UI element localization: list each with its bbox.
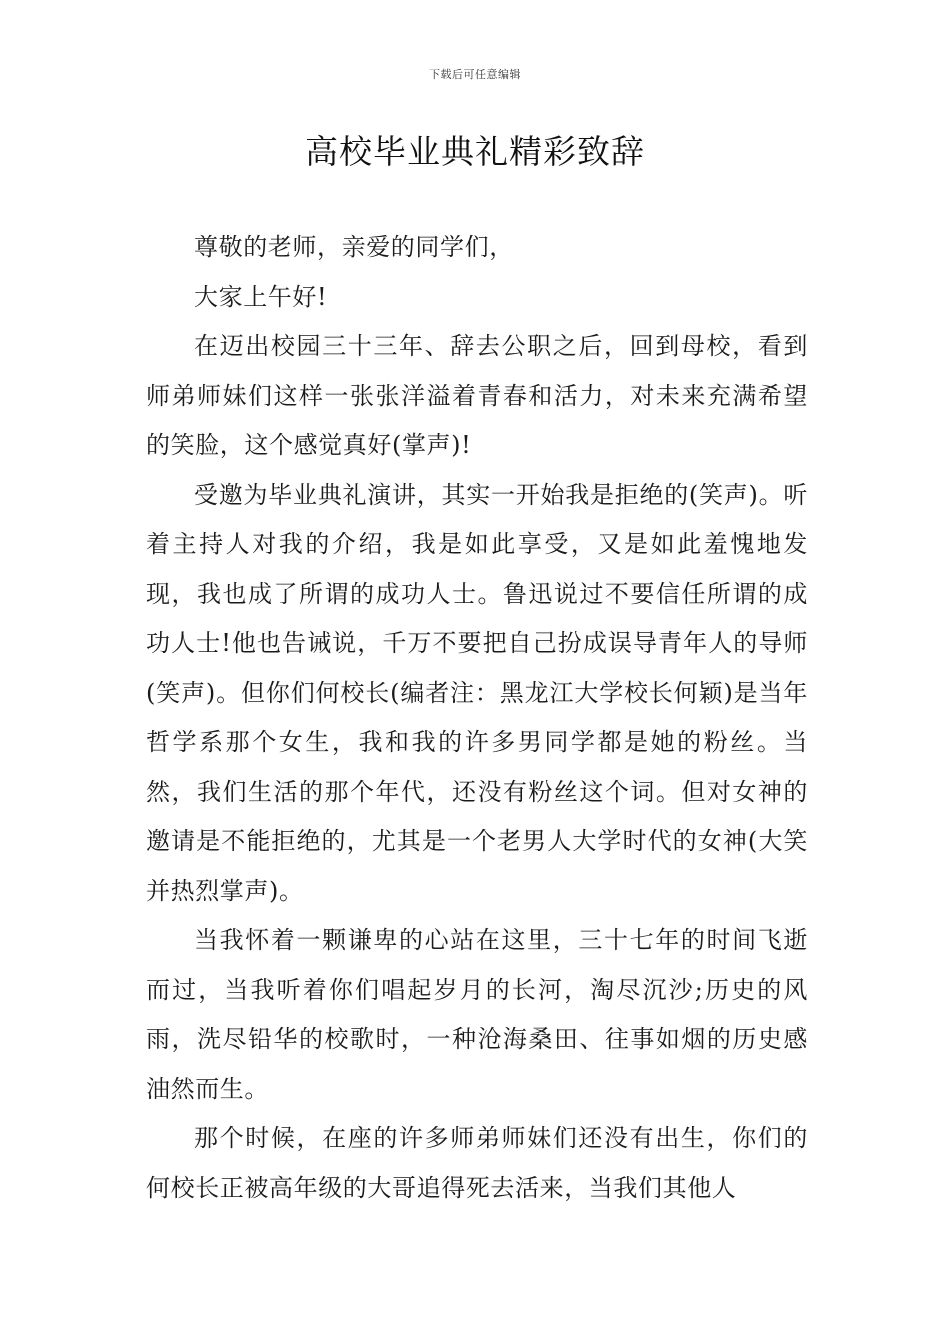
header-note: 下载后可任意编辑 xyxy=(429,68,521,81)
paragraph: 受邀为毕业典礼演讲，其实一开始我是拒绝的(笑声)。听着主持人对我的介绍，我是如此享受，又是如此羞愧地发现，我也成了所谓的成功人士。鲁迅说过不要信任所谓的成功人士!他也告诫说，千万不要把自己扮成误导青年人的导师(笑声)。但你们何校长(编者注：黑龙江大学校长何颖)是当年哲学系那个女生，我和我的许多男同学都是她的粉丝。当然，我们生活的那个年代，还没有粉丝这个词。但对女神的邀请是不能拒绝的，尤其是一个老男人大学时代的女神(大笑并热烈掌声)。 xyxy=(146,480,808,905)
paragraph: 当我怀着一颗谦卑的心站在这里，三十七年的时间飞逝而过，当我听着你们唱起岁月的长河，淘尽沉沙;历史的风雨，洗尽铅华的校歌时，一种沧海桑田、往事如烟的历史感油然而生。 xyxy=(146,926,808,1103)
paragraph: 在迈出校园三十三年、辞去公职之后，回到母校，看到师弟师妹们这样一张张洋溢着青春和活力，对未来充满希望的笑脸，这个感觉真好(掌声)! xyxy=(146,332,808,459)
paragraph-greeting: 大家上午好! xyxy=(194,282,328,311)
paragraph-salutation: 尊敬的老师，亲爱的同学们， xyxy=(194,233,514,261)
document-title: 高校毕业典礼精彩致辞 xyxy=(305,132,645,171)
paragraph: 那个时候，在座的许多师弟师妹们还没有出生，你们的何校长正被高年级的大哥追得死去活来，当我们其他人 xyxy=(146,1124,808,1202)
document-body xyxy=(146,223,808,1213)
